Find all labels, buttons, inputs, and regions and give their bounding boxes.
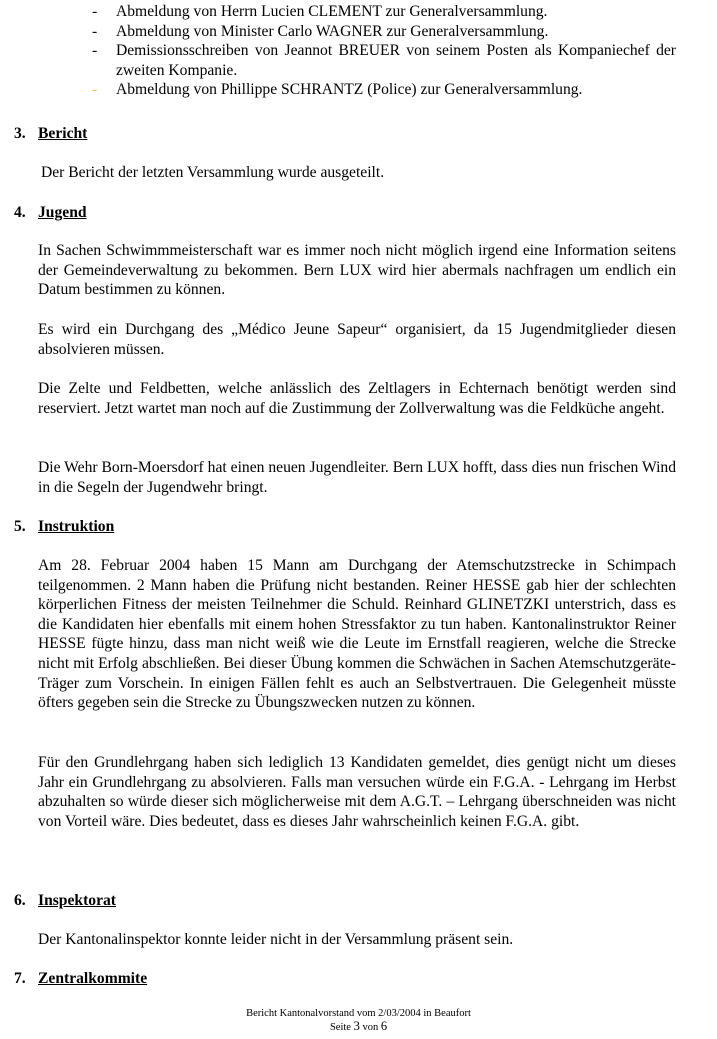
- section-number: 6.: [14, 892, 26, 909]
- footer-report-line: Bericht Kantonalvorstand vom 2/03/2004 in Beaufort: [246, 1008, 471, 1019]
- bullet-dash: -: [92, 3, 98, 20]
- bullet-dash: -: [92, 22, 98, 40]
- paragraph: Der Kantonalinspektor konnte leider nicht in der Versammlung präsent sein.: [38, 931, 514, 948]
- page-prefix: Seite: [329, 1022, 351, 1033]
- paragraph: Die Wehr Born-Moersdorf hat einen neuen Jugendleiter. Bern LUX hofft, dass dies nun frischen Wind in die Segeln der Jugendwehr bringt.: [38, 459, 676, 496]
- section-title: Zentralkommite: [38, 970, 148, 987]
- section-number: 5.: [14, 518, 26, 535]
- list-item-text: Abmeldung von Herrn Lucien CLEMENT zur Generalversammlung.: [116, 3, 548, 20]
- list-item-text: Demissionsschreiben von Jeannot BREUER von seinem Posten als Kompaniechef der zweiten Kompanie.: [116, 42, 676, 79]
- paragraph: Der Bericht der letzten Versammlung wurde ausgeteilt.: [41, 164, 385, 181]
- page-indicator: [0, 1020, 717, 1034]
- list-item-text: Abmeldung von Phillippe SCHRANTZ (Police) zur Generalversammlung.: [116, 81, 583, 98]
- bullet-dash: -: [92, 42, 98, 59]
- list-item-text: Abmeldung von Minister Carlo WAGNER zur Generalversammlung.: [116, 22, 549, 40]
- paragraph: Die Zelte und Feldbetten, welche anlässlich des Zeltlagers in Echternach benötigt werden sind reserviert. Jetzt wartet man noch auf die Zustimmung der Zollverwaltung was die Feldküche angeht.: [38, 380, 676, 417]
- section-number: 7.: [14, 970, 26, 987]
- page-total: 6: [380, 1019, 388, 1033]
- section-title: Instruktion: [38, 518, 115, 535]
- paragraph: Am 28. Februar 2004 haben 15 Mann am Durchgang der Atemschutzstrecke in Schimpach teilgenommen. 2 Mann haben die Prüfung nicht bestanden. Reiner HESSE gab hier der schlechten körperlichen Fitness der meisten Teilnehmer die Schuld. Reinhard GLINETZKI unterstrich, dass es die Kandidaten hier ebenfalls mit einem hohen Stressfaktor zu tun haben. Kantonalinstruktor Reiner HESSE fügte hinzu, dass man nicht weiß wie die Leute im Ernstfall reagieren, welche die Strecke nicht mit Erfolg abschließen. Bei dieser Übung kommen die Schwächen in Sachen Atemschutzgeräte-Träger zum Vorschein. In einigen Fällen fehlt es auch an Selbstvertrauen. Die Gelegenheit müsste öfters gegeben sein die Strecke zu Übungszwecken nutzen zu können.: [38, 557, 676, 712]
- list-item: [0, 2, 717, 22]
- section-heading-bericht: [14, 124, 87, 144]
- section-heading-jugend: [14, 203, 87, 223]
- list-item: [0, 41, 717, 80]
- section-heading-inspektorat: [14, 891, 116, 911]
- section-title: Inspektorat: [38, 892, 116, 909]
- section-title: Bericht: [38, 125, 88, 142]
- page-footer: [0, 1007, 717, 1034]
- list-item: [0, 22, 717, 42]
- section-heading-zentralkommite: [14, 969, 147, 989]
- announcement-list: [0, 2, 717, 100]
- paragraph: Es wird ein Durchgang des „Médico Jeune Sapeur“ organisiert, da 15 Jugendmitglieder diesen absolvieren müssen.: [38, 321, 676, 358]
- section-title: Jugend: [38, 204, 87, 221]
- section-heading-instruktion: [14, 517, 114, 537]
- bullet-dash: -: [92, 81, 98, 98]
- paragraph: Für den Grundlehrgang haben sich lediglich 13 Kandidaten gemeldet, dies genügt nicht um dieses Jahr ein Grundlehrgang zu absolvieren. Falls man versuchen würde ein F.G.A. - Lehrgang im Herbst abzuhalten so würde dieser sich möglicherweise mit dem A.G.T. – Lehrgang überschneiden was nicht von Vorteil wäre. Dies bedeutet, dass es dieses Jahr wahrscheinlich keinen F.G.A. gibt.: [38, 754, 676, 830]
- paragraph: In Sachen Schwimmmeisterschaft war es immer noch nicht möglich irgend eine Information seitens der Gemeindeverwaltung zu bekommen. Bern LUX wird hier abermals nachfragen um endlich ein Datum bestimmen zu können.: [38, 242, 676, 299]
- section-number: 4.: [14, 204, 26, 221]
- page-number: 3: [353, 1019, 360, 1033]
- section-number: 3.: [14, 125, 26, 142]
- page-separator: von: [362, 1022, 379, 1033]
- list-item: [0, 80, 717, 100]
